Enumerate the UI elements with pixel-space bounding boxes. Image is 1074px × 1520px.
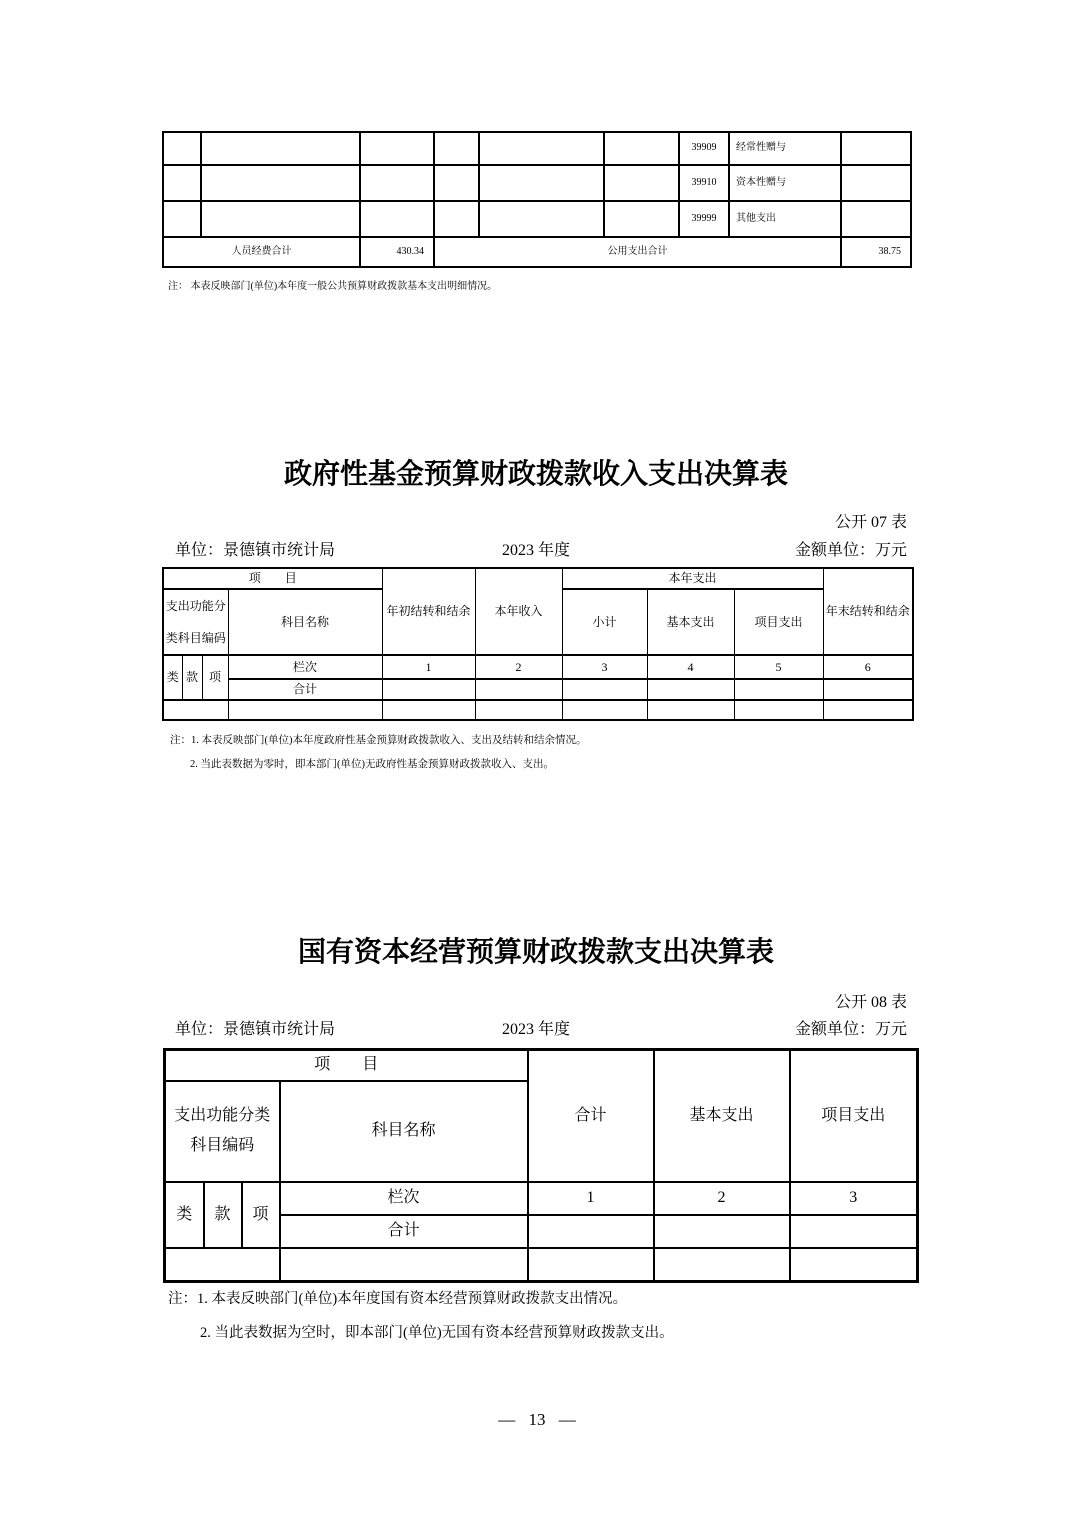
state-capital-note-1: 注：1. 本表反映部门(单位)本年度国有资本经营预算财政拨款支出情况。: [168, 1291, 628, 1307]
empty-data-row: [165, 1248, 918, 1282]
table-row: [163, 201, 911, 237]
empty-cell: [382, 679, 475, 700]
column-index-label: 栏次: [228, 655, 382, 679]
empty-cell: [841, 201, 911, 237]
empty-cell: [528, 1248, 654, 1282]
empty-cell: [201, 165, 360, 201]
function-code-line1: 支出功能分类: [174, 1107, 271, 1124]
project-expense-header: 项目支出: [790, 1050, 918, 1182]
basic-expense-header: 基本支出: [647, 589, 734, 655]
subject-name-cell: 其他支出: [729, 201, 841, 237]
gov-fund-amount-unit: 金额单位：万元: [794, 542, 907, 559]
end-balance-header: 年末结转和结余: [823, 568, 913, 655]
gov-fund-table-title: 政府性基金预算财政拨款收入支出决算表: [283, 458, 788, 489]
empty-cell: [360, 165, 434, 201]
column-index-row: [165, 1182, 918, 1215]
empty-cell: [280, 1248, 528, 1282]
column-index: 4: [647, 655, 734, 679]
empty-cell: [562, 700, 647, 720]
subject-name-cell: 资本性赠与: [729, 165, 841, 201]
function-code-header: [163, 589, 228, 655]
column-index: 2: [475, 655, 562, 679]
empty-cell: [479, 165, 604, 201]
section-header: 款: [182, 655, 202, 700]
state-capital-year-label: 2023 年度: [501, 1021, 570, 1038]
gov-fund-note-1: 注：1. 本表反映部门(单位)本年度政府性基金预算财政拨款收入、支出及结转和结余情况。: [170, 735, 587, 746]
column-index: 1: [382, 655, 475, 679]
table-row: [163, 132, 911, 165]
basic-expense-header: 基本支出: [654, 1050, 790, 1182]
state-capital-unit-label: 单位：景德镇市统计局: [175, 1021, 336, 1038]
empty-cell: [434, 165, 479, 201]
empty-cell: [163, 165, 201, 201]
page-number: — 13 —: [498, 1410, 576, 1429]
column-index: 3: [790, 1182, 918, 1215]
project-expense-header: 项目支出: [734, 589, 823, 655]
empty-cell: [201, 201, 360, 237]
public-total-value: 38.75: [841, 237, 911, 267]
economic-code-cell: 39909: [679, 132, 729, 165]
state-capital-budget-table: [163, 1048, 919, 1283]
table-row: [163, 165, 911, 201]
subject-name-cell: 经常性赠与: [729, 132, 841, 165]
class-header: 类: [165, 1182, 204, 1248]
empty-cell: [604, 132, 679, 165]
header-row: [165, 1050, 918, 1081]
gov-fund-year-label: 2023 年度: [501, 542, 570, 559]
basic-expenditure-detail-table: [162, 131, 912, 268]
empty-cell: [841, 132, 911, 165]
empty-cell: [165, 1248, 280, 1282]
empty-cell: [734, 700, 823, 720]
empty-cell: [360, 201, 434, 237]
column-index: 3: [562, 655, 647, 679]
function-code-header: [165, 1081, 280, 1182]
summary-row: [163, 237, 911, 267]
year-expense-header: 本年支出: [562, 568, 823, 589]
class-header: 类: [163, 655, 182, 700]
section-header: 款: [204, 1182, 242, 1248]
column-index-label: 栏次: [280, 1182, 528, 1215]
empty-cell: [360, 132, 434, 165]
personnel-total-label: 人员经费合计: [163, 237, 360, 267]
empty-cell: [434, 132, 479, 165]
empty-cell: [163, 201, 201, 237]
column-index: 5: [734, 655, 823, 679]
empty-cell: [654, 1248, 790, 1282]
empty-cell: [228, 700, 382, 720]
state-capital-sheet-label: 公开 08 表: [834, 994, 907, 1011]
empty-cell: [841, 165, 911, 201]
project-header: 项 目: [163, 568, 382, 589]
column-index-row: [163, 655, 913, 679]
empty-cell: [475, 679, 562, 700]
column-index: 1: [528, 1182, 654, 1215]
empty-cell: [647, 679, 734, 700]
empty-data-row: [163, 700, 913, 720]
empty-cell: [382, 700, 475, 720]
empty-cell: [823, 679, 913, 700]
empty-cell: [647, 700, 734, 720]
empty-cell: [734, 679, 823, 700]
total-header: 合计: [528, 1050, 654, 1182]
year-income-header: 本年收入: [475, 568, 562, 655]
empty-cell: [790, 1215, 918, 1248]
state-capital-table-title: 国有资本经营预算财政拨款支出决算表: [297, 936, 774, 967]
state-capital-amount-unit: 金额单位：万元: [794, 1021, 907, 1038]
empty-cell: [163, 132, 201, 165]
total-row: [163, 679, 913, 700]
total-label: 合计: [280, 1215, 528, 1248]
economic-code-cell: 39910: [679, 165, 729, 201]
total-label: 合计: [228, 679, 382, 700]
subject-name-header: 科目名称: [228, 589, 382, 655]
state-capital-note-2: 2. 当此表数据为空时，即本部门(单位)无国有资本经营预算财政拨款支出。: [200, 1325, 674, 1341]
empty-cell: [604, 201, 679, 237]
project-header: 项 目: [165, 1050, 528, 1081]
header-row: [163, 568, 913, 589]
gov-fund-unit-label: 单位：景德镇市统计局: [175, 542, 336, 559]
function-code-line2: 类科目编码: [165, 631, 226, 645]
empty-cell: [434, 201, 479, 237]
empty-cell: [479, 132, 604, 165]
empty-cell: [163, 700, 228, 720]
public-total-label: 公用支出合计: [434, 237, 841, 267]
empty-cell: [562, 679, 647, 700]
column-index: 6: [823, 655, 913, 679]
gov-fund-sheet-label: 公开 07 表: [834, 514, 907, 531]
item-header: 项: [242, 1182, 280, 1248]
gov-fund-budget-table: [162, 567, 914, 721]
empty-cell: [823, 700, 913, 720]
function-code-line2: 科目编码: [190, 1137, 255, 1154]
empty-cell: [654, 1215, 790, 1248]
economic-code-cell: 39999: [679, 201, 729, 237]
begin-balance-header: 年初结转和结余: [382, 568, 475, 655]
prev-table-note: 注： 本表反映部门(单位)本年度一般公共预算财政拨款基本支出明细情况。: [168, 281, 498, 292]
subject-name-header: 科目名称: [280, 1081, 528, 1182]
empty-cell: [479, 201, 604, 237]
subtotal-header: 小计: [562, 589, 647, 655]
item-header: 项: [202, 655, 228, 700]
empty-cell: [790, 1248, 918, 1282]
empty-cell: [201, 132, 360, 165]
empty-cell: [475, 700, 562, 720]
column-index: 2: [654, 1182, 790, 1215]
gov-fund-note-2: 2. 当此表数据为零时，即本部门(单位)无政府性基金预算财政拨款收入、支出。: [190, 759, 554, 770]
personnel-total-value: 430.34: [360, 237, 434, 267]
empty-cell: [528, 1215, 654, 1248]
function-code-line1: 支出功能分: [165, 599, 226, 613]
empty-cell: [604, 165, 679, 201]
